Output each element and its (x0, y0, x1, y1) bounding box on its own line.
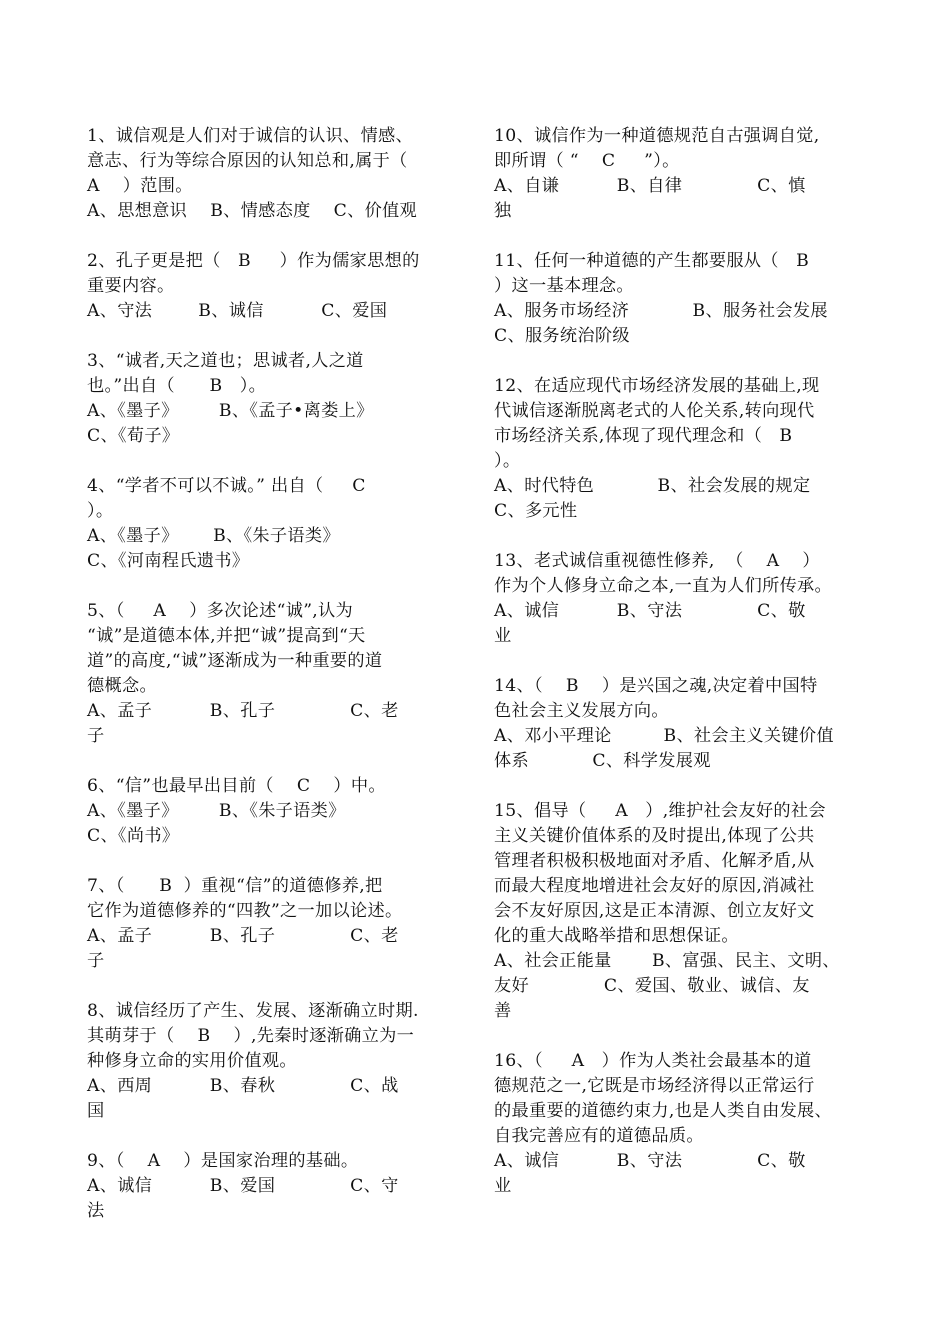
question-line: 的最重要的道德约束力,也是人类自由发展、 (494, 1101, 833, 1121)
question-line: 5、（ A ）多次论述“诚”,认为 (87, 601, 354, 621)
question-line: A、思想意识 B、情感态度 C、价值观 (87, 201, 418, 221)
question-line: 3、“诚者,天之道也；思诚者,人之道 (87, 351, 364, 371)
question-line: 7、（ B ）重视“信”的道德修养,把 (87, 876, 383, 896)
question-line: 色社会主义发展方向。 (494, 701, 669, 721)
question-line: 业 (494, 626, 512, 646)
question-line: 子 (87, 951, 105, 971)
question-line: 意志、行为等综合原因的认知总和,属于（ (87, 151, 408, 171)
question-line: 国 (87, 1101, 105, 1121)
question-line: 2、孔子更是把（ B ）作为儒家思想的 (87, 251, 420, 271)
question-line: A、守法 B、诚信 C、爱国 (87, 301, 388, 321)
question-line: 主义关键价值体系的及时提出,体现了公共 (494, 826, 815, 846)
right-question-column (494, 124, 862, 1224)
question-line: A、社会正能量 B、富强、民主、文明、 (494, 951, 840, 971)
question-line: A、服务市场经济 B、服务社会发展 (494, 301, 828, 321)
question-line: 4、“学者不可以不诚。” 出自（ C (87, 476, 366, 496)
left-question-column (87, 124, 455, 1249)
question-line: 代诚信逐渐脱离老式的人伦关系,转向现代 (494, 401, 815, 421)
question-line: 德概念。 (87, 676, 157, 696)
question-line: A ）范围。 (87, 176, 193, 196)
question-line: A、邓小平理论 B、社会主义关键价值 (494, 726, 834, 746)
question-block (494, 799, 862, 1024)
question-line: 市场经济关系,体现了现代理念和（ B (494, 426, 793, 446)
question-line: 管理者积极积极地面对矛盾、化解矛盾,从 (494, 851, 815, 871)
question-block (87, 999, 455, 1124)
question-block (87, 124, 455, 224)
question-line: 子 (87, 726, 105, 746)
question-line: 法 (87, 1201, 105, 1221)
question-block (87, 774, 455, 849)
question-line: 13、老式诚信重视德性修养, （ A ） (494, 551, 820, 571)
question-line: 15、倡导（ A ）,维护社会友好的社会 (494, 801, 826, 821)
question-line: 业 (494, 1176, 512, 1196)
question-line: C、《荀子》 (87, 426, 180, 446)
question-line: 作为个人修身立命之本,一直为人们所传承。 (494, 576, 833, 596)
question-line: 而最大程度地增进社会友好的原因,消减社 (494, 876, 815, 896)
question-line: 其萌芽于（ B ）,先秦时逐渐确立为一 (87, 1026, 415, 1046)
question-line: ）。 (87, 501, 114, 521)
question-line: 1、诚信观是人们对于诚信的认识、情感、 (87, 126, 414, 146)
question-line: 16、（ A ）作为人类社会最基本的道 (494, 1051, 812, 1071)
question-line: 体系 C、科学发展观 (494, 751, 711, 771)
question-line: “诚”是道德本体,并把“诚”提高到“天 (87, 626, 366, 646)
question-line: 10、诚信作为一种道德规范自古强调自觉, (494, 126, 820, 146)
question-line: 道”的高度,“诚”逐渐成为一种重要的道 (87, 651, 383, 671)
question-line: A、诚信 B、守法 C、敬 (494, 1151, 806, 1171)
question-line: A、《墨子》 B、《朱子语类》 (87, 526, 340, 546)
question-line: 也。”出自（ B ）。 (87, 376, 267, 396)
question-line: 11、任何一种道德的产生都要服从（ B (494, 251, 810, 271)
question-line: 它作为道德修养的“四教”之一加以论述。 (87, 901, 403, 921)
question-line: 12、在适应现代市场经济发展的基础上,现 (494, 376, 820, 396)
question-line: A、孟子 B、孔子 C、老 (87, 926, 399, 946)
question-line: 会不友好原因,这是正本清源、创立友好文 (494, 901, 815, 921)
question-line: 友好 C、爱国、敬业、诚信、友 (494, 976, 810, 996)
question-line: A、西周 B、春秋 C、战 (87, 1076, 399, 1096)
question-block (494, 549, 862, 649)
question-line: C、多元性 (494, 501, 578, 521)
question-line: C、服务统治阶级 (494, 326, 630, 346)
question-line: 6、“信”也最早出目前（ C ）中。 (87, 776, 386, 796)
question-line: 化的重大战略举措和思想保证。 (494, 926, 739, 946)
question-line: A、孟子 B、孔子 C、老 (87, 701, 399, 721)
question-line: 独 (494, 201, 512, 221)
question-line: 德规范之一,它既是市场经济得以正常运行 (494, 1076, 815, 1096)
question-line: A、《墨子》 B、《朱子语类》 (87, 801, 346, 821)
question-block (494, 124, 862, 224)
question-line: ）这一基本理念。 (494, 276, 634, 296)
question-line: C、《尚书》 (87, 826, 180, 846)
question-line: 善 (494, 1001, 512, 1021)
question-line: 重要内容。 (87, 276, 175, 296)
question-line: ）。 (494, 451, 521, 471)
question-block (494, 249, 862, 349)
question-line: 种修身立命的实用价值观。 (87, 1051, 297, 1071)
question-line: A、自谦 B、自律 C、慎 (494, 176, 806, 196)
question-block (87, 474, 455, 574)
question-line: A、时代特色 B、社会发展的规定 (494, 476, 811, 496)
question-line: A、诚信 B、爱国 C、守 (87, 1176, 399, 1196)
question-block (87, 874, 455, 974)
question-block (494, 1049, 862, 1199)
question-block (87, 249, 455, 324)
question-line: A、《墨子》 B、《孟子•离娄上》 (87, 401, 374, 421)
question-line: 即所谓（ “ C ”）。 (494, 151, 680, 171)
question-block (87, 349, 455, 449)
question-block (87, 1149, 455, 1224)
question-block (494, 674, 862, 774)
question-block (87, 599, 455, 749)
question-line: 自我完善应有的道德品质。 (494, 1126, 704, 1146)
question-line: 9、（ A ）是国家治理的基础。 (87, 1151, 359, 1171)
question-line: C、《河南程氏遗书》 (87, 551, 250, 571)
question-line: 14、（ B ）是兴国之魂,决定着中国特 (494, 676, 818, 696)
question-line: A、诚信 B、守法 C、敬 (494, 601, 806, 621)
question-line: 8、诚信经历了产生、发展、逐渐确立时期. (87, 1001, 419, 1021)
question-block (494, 374, 862, 524)
